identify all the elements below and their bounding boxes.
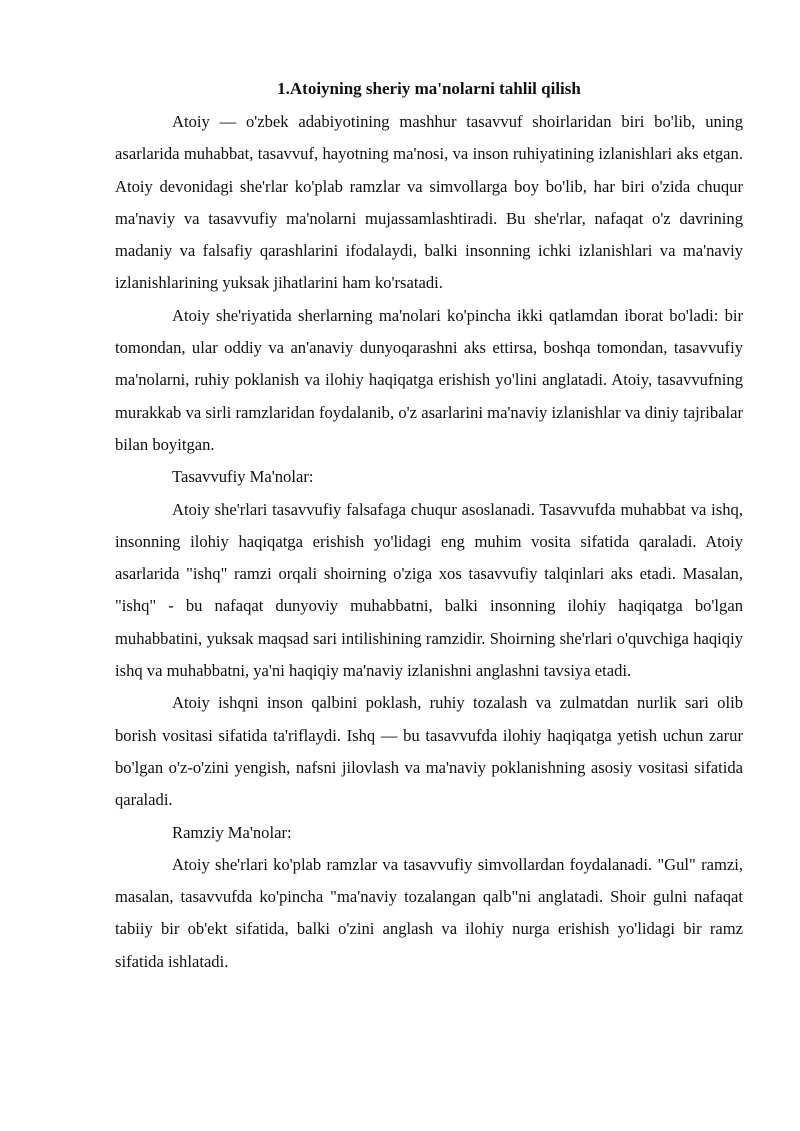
paragraph-sufi-philosophy: Atoiy she'rlari tasavvufiy falsafaga chuqur asoslanadi. Tasavvufda muhabbat va ishq, insonning ilohiy haqiqatga erishish yo'lidagi eng muhim vosita sifatida qaraladi. Atoiy asarlarida "ishq" ramzi orqali shoirning o'ziga xos tasavvufiy talqinlari aks etadi. Masalan, "ishq" - bu nafaqat dunyoviy muhabbatni, balki insonning ilohiy haqiqatga bo'lgan muhabbatini, yuksak maqsad sari intilishining ramzidir. Shoirning she'rlari o'quvchiga haqiqiy ishq va muhabbatni, ya'ni haqiqiy ma'naviy izlanishni anglashni tavsiya etadi. (115, 499, 743, 681)
paragraph-love-purification: Atoiy ishqni inson qalbini poklash, ruhiy tozalash va zulmatdan nurlik sari olib borish vositasi sifatida ta'riflaydi. Ishq — bu tasavvufda ilohiy haqiqatga yetish uchun zarur bo'lgan o'z-o'zini yengish, nafsni jilovlash va ma'naviy poklanishning asosiy vositasi sifatida qaraladi. (115, 693, 743, 810)
page-title: 1.Atoiyning sheriy ma'nolarni tahlil qilish (277, 79, 581, 98)
paragraph-symbols: Atoiy she'rlari ko'plab ramzlar va tasavvufiy simvollardan foydalanadi. "Gul" ramzi, masalan, tasavvufda ko'pincha "ma'naviy tozalangan qalb"ni anglatadi. Shoir gulni nafaqat tabiiy bir ob'ekt sifatida, balki o'zini anglash va ilohiy nurga erishish yo'lidagi bir ramz sifatida ishlatadi. (115, 854, 743, 971)
paragraph-intro: Atoiy — o'zbek adabiyotining mashhur tasavvuf shoirlaridan biri bo'lib, uning asarlarida muhabbat, tasavvuf, hayotning ma'nosi, va inson ruhiyatining izlanishlari aks etgan. Atoiy devonidagi she'rlar ko'plab ramzlar va simvollarga boy bo'lib, har biri o'zida chuqur ma'naviy va tasavvufiy ma'nolarni mujassamlashtiradi. Bu she'rlar, nafaqat o'z davrining madaniy va falsafiy qarashlarini ifodalaydi, balki insonning ichki izlanishlari va ma'naviy izlanishlarining yuksak jihatlarini ham ko'rsatadi. (115, 112, 743, 293)
section-heading-sufi-meanings: Tasavvufiy Ma'nolar: (172, 467, 314, 487)
section-heading-symbolic-meanings: Ramziy Ma'nolar: (172, 822, 292, 842)
paragraph-layers: Atoiy she'riyatida sherlarning ma'nolari ko'pincha ikki qatlamdan iborat bo'ladi: bir tomondan, ular oddiy va an'anaviy dunyoqarashni aks ettirsa, boshqa tomondan, tasavvufiy ma'nolarni, ruhiy poklanish va ilohiy haqiqatga erishish yo'lini anglatadi. Atoiy, tasavvufning murakkab va sirli ramzlaridan foydalanib, o'z asarlarini ma'naviy izlanishlar va diniy tajribalar bilan boyitgan. (115, 305, 743, 454)
